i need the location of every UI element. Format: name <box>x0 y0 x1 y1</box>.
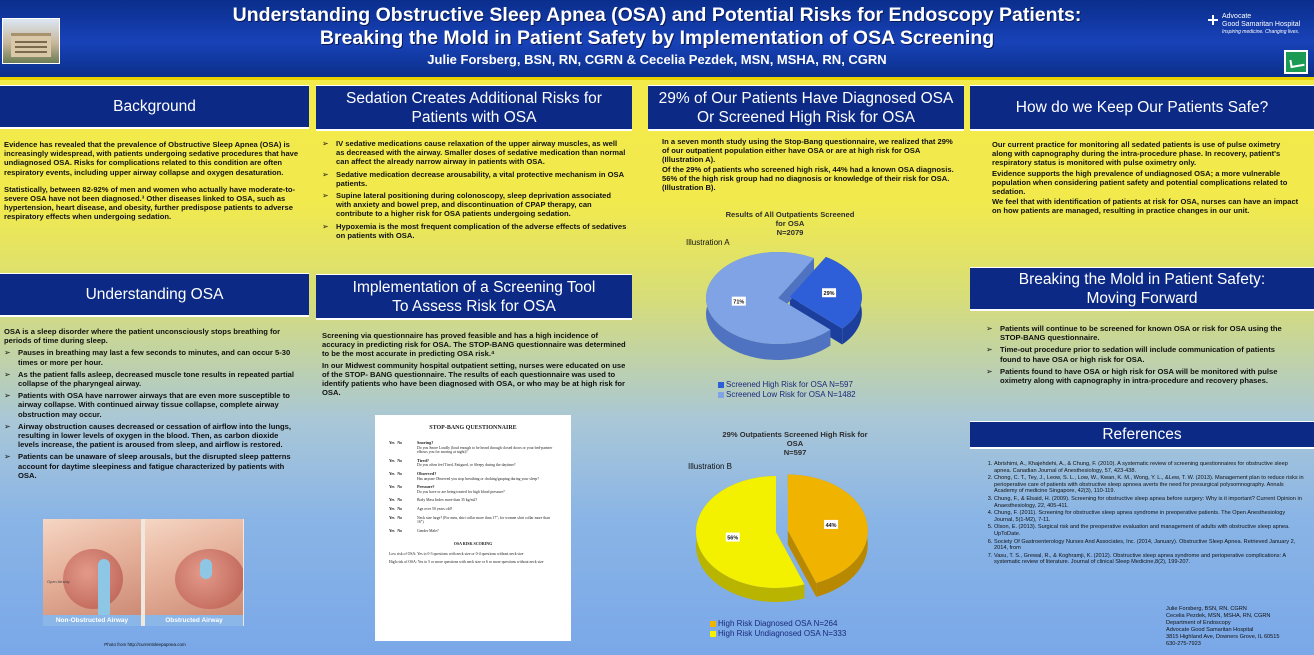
references-heading-text: References <box>1102 426 1182 443</box>
chart-a-title-text: Results of All Outpatients Screened for OSA <box>725 210 855 228</box>
question-text: Gender Male? <box>417 528 439 533</box>
understanding-intro: OSA is a sleep disorder where the patient unconsciously stops breathing for periods of time during sleep. <box>4 327 281 346</box>
poster-title-block <box>90 4 1224 68</box>
questionnaire-questions <box>389 441 557 533</box>
results-heading <box>648 85 964 131</box>
no-option: No <box>397 471 402 476</box>
sedation-bullet-list <box>322 139 627 240</box>
yes-no-options <box>389 529 417 534</box>
question-title: Tired? <box>417 457 429 463</box>
sedation-section <box>322 139 627 243</box>
question-text: Neck size large? (For men, shirt collar more than 17"; for women shirt collar more than 16") <box>417 515 550 525</box>
legend-label: High Risk Diagnosed OSA N=264 <box>718 619 838 628</box>
contact-line: Department of Endoscopy <box>1166 619 1231 626</box>
chart-b-legend <box>710 619 940 639</box>
results-heading-line-1: 29% of Our Patients Have Diagnosed OSA <box>658 89 954 107</box>
legend-label: Screened High Risk for OSA N=597 <box>726 380 853 389</box>
list-item: ➢ Pauses in breathing may last a few seconds to minutes, and can occur 5-30 times or more per hour. <box>4 348 300 366</box>
no-option: No <box>397 528 402 533</box>
illustration-a-label: Illustration A <box>686 238 730 247</box>
contact-line: Cecelia Pezdek, MSN, MSHA, RN, CGRN <box>1166 612 1271 619</box>
safe-section <box>992 140 1300 224</box>
no-option: No <box>397 506 402 511</box>
reference-item: 6. Society Of Gastroenterology Nurses And Associates, Inc. (2014, January). Obstructive Sleep Apnea. Retrieved January 2, 2014, from <box>994 539 1306 552</box>
safe-paragraph-1: Our current practice for monitoring all sedated patients is use of pulse oximetry along with capnography during the intra-procedure phase. In recovery, patient's respiratory status is monitored with pulse oximetry only. <box>992 140 1281 168</box>
sedation-heading <box>316 85 632 131</box>
contact-line: Julie Forsberg, BSN, RN, CGRN <box>1166 606 1247 612</box>
chart-a-subtitle: N=2079 <box>776 228 804 237</box>
contact-line: 3815 Highland Ave, Downers Grove, IL 60515 <box>1166 633 1280 640</box>
references-heading <box>970 421 1314 449</box>
yes-no-options <box>389 498 417 503</box>
obstructed-airway-label: Obstructed Airway <box>145 615 243 626</box>
poster-title-line-2: Breaking the Mold in Patient Safety by Implementation of OSA Screening <box>319 27 995 49</box>
questionnaire-scoring-title: OSA RISK SCORING <box>453 541 493 547</box>
yes-option: Yes <box>389 471 395 476</box>
question-text: Do you have or are being treated for high blood pressure? <box>417 489 505 494</box>
reference-item: 2. Chong, C. T., Tey, J., Leow, S. L., Low, W., Kwan, K. M., Wong, Y. L., &Lew, T. W. (2013). Management plan to reduce risks in perioperative care of patients with obstructive sleep apnoea averts the need for presurgical polysomnography. Annals Academy of medicine Singapore, 42(3), 110-119. <box>994 475 1306 495</box>
poster-authors: Julie Forsberg, BSN, RN, CGRN & Cecelia Pezdek, MSN, MSHA, RN, CGRN <box>427 52 887 67</box>
no-option: No <box>397 458 402 463</box>
questionnaire-item <box>389 529 557 534</box>
reference-item: 1. Abrishimi, A., Khajehdehi, A., & Chung, F. (2010). A systematic review of screening questionnaires for obstructive sleep apnea. Canadian Journal of Anesthesiology, 57, 423-438. <box>994 461 1306 474</box>
chart-a-title <box>720 210 860 237</box>
background-section <box>4 140 306 230</box>
question-text-block <box>417 441 557 455</box>
data-label: 56% <box>727 535 739 542</box>
contact-line: 630-275-7923 <box>1166 640 1201 647</box>
safe-heading-text: How do we Keep Our Patients Safe? <box>1015 99 1269 116</box>
legend-swatch <box>710 621 716 627</box>
list-item: ➢ Patients with OSA have narrower airways that are even more susceptible to airway collapse. With continued airway tissue collapse, complete airway obstruction may occur. <box>4 391 300 419</box>
legend-item <box>718 380 948 390</box>
breaking-heading <box>970 267 1314 311</box>
logo-tagline: Inspiring medicine. Changing lives. <box>1222 29 1300 35</box>
stop-bang-questionnaire <box>375 415 571 641</box>
safe-paragraph-2: Evidence supports the high prevalence of undiagnosed OSA; a more vulnerable population when considering patient safety and potential complications related to sedation. <box>992 168 1288 197</box>
understanding-heading-text: Understanding OSA <box>85 286 224 303</box>
non-obstructed-airway-image <box>43 519 141 626</box>
yes-no-options <box>389 441 417 455</box>
no-option: No <box>397 441 402 445</box>
illustration-b-label: Illustration B <box>688 462 733 471</box>
list-item: ➢ Patients found to have OSA or high risk for OSA will be monitored with pulse oximetry along with capnography in intra-procedure and recovery phases. <box>986 367 1298 385</box>
yes-option: Yes <box>389 506 395 511</box>
non-obstructed-airway-label: Non-Obstructed Airway <box>43 615 141 626</box>
question-text-block <box>417 485 505 494</box>
list-item: ➢ Time-out procedure prior to sedation will include communication of patients found to have OSA or high risk for OSA. <box>986 345 1298 363</box>
yes-option: Yes <box>389 498 395 503</box>
background-heading <box>0 85 309 129</box>
questionnaire-item <box>389 441 557 455</box>
yes-no-options <box>389 459 417 468</box>
chart-b-title-text: 29% Outpatients Screened High Risk for OSA <box>722 430 868 448</box>
breaking-bullet-list <box>986 324 1298 385</box>
results-section <box>662 137 954 200</box>
airway-illustration <box>43 519 244 626</box>
understanding-section <box>4 327 300 483</box>
understanding-bullet-list <box>4 348 300 480</box>
background-paragraph-1: Evidence has revealed that the prevalence of Obstructive Sleep Apnea (OSA) is increasingly widespread, with patients undergoing sedative procedures that have undiagnosed OSA. Risks for complications related to this condition are often respiratory events, including upper airway collapse and oxygen desaturation. <box>4 140 299 177</box>
questionnaire-high-risk: High risk of OSA: Yes to 5 or more questions with neck size or 6 or more questions without neck size <box>389 559 544 564</box>
data-label: 44% <box>825 522 837 529</box>
safe-heading <box>970 85 1314 131</box>
list-item: ➢ As the patient falls asleep, decreased muscle tone results in repeated partial collapse of the pharyngeal airway. <box>4 370 300 388</box>
question-text-block <box>417 472 539 481</box>
breaking-heading-line-2: Moving Forward <box>1086 289 1198 307</box>
yes-option: Yes <box>389 485 395 490</box>
safe-paragraph-3: We feel that with identification of patients at risk for OSA, nurses can have an impact on how patients are managed, resulting in practice changes in our unit. <box>992 197 1299 216</box>
list-item: ➢ Sedative medication decrease arousability, a vital protective mechanism in OSA patients. <box>322 170 627 188</box>
question-text-block <box>417 516 557 525</box>
chart-a-pie <box>698 243 878 379</box>
references-section <box>976 461 1306 567</box>
question-text: Do you Snore Loudly (loud enough to be heard through closed doors or your bed-partner elbows you for snoring at night)? <box>417 445 553 455</box>
no-option: No <box>397 498 402 503</box>
questionnaire-item <box>389 516 557 525</box>
accreditation-badge-icon <box>1284 50 1308 74</box>
breaking-heading-line-1: Breaking the Mold in Patient Safety: <box>1018 270 1266 288</box>
question-text-block <box>417 507 452 512</box>
legend-label: High Risk Undiagnosed OSA N=333 <box>718 629 847 638</box>
questionnaire-item <box>389 472 557 481</box>
cross-icon <box>1208 15 1218 25</box>
reference-item: 5. Olson, E. (2013). Surgical risk and the preoperative evaluation and management of adults with obstructive sleep apnea. UpToDate. <box>994 524 1306 537</box>
question-title: Observed? <box>417 470 437 476</box>
data-label: 29% <box>823 291 835 298</box>
legend-label: Screened Low Risk for OSA N=1482 <box>726 390 856 399</box>
implementation-paragraph-1: Screening via questionnaire has proved feasible and has a high incidence of accuracy in predicting risk for OSA. The STOP-BANG questionnaire was determined to be the most accurate in predicting OSA risk.⁴ <box>322 331 626 359</box>
yes-no-options <box>389 472 417 481</box>
reference-item: 7. Vasu, T. S., Grewal, R., & Koghramji, K. (2012). Obstructive sleep apnea syndrome and perioperative complications: A systematic review of literature. Journal of clinical Sleep Medicine,8(2), 199-207. <box>994 553 1306 566</box>
reference-item: 3. Chung, F., & Elsaid, H. (2009). Screening for obstructive sleep apnea before surgery: Why is it important? Current Opinion in Anaesthesiology, 22, 405-411. <box>994 496 1306 509</box>
contact-line: Advocate Good Samaritan Hospital <box>1166 626 1254 633</box>
list-item: ➢ Patients can be unaware of sleep arousals, but the disrupted sleep patterns account for daytime sleepiness and fatigue characterized by patients with OSA. <box>4 452 300 480</box>
list-item: ➢ Patients will continue to be screened for known OSA or risk for OSA using the STOP-BANG questionnaire. <box>986 324 1298 342</box>
yes-option: Yes <box>389 515 395 520</box>
implementation-heading <box>316 274 632 320</box>
sedation-heading-line-1: Sedation Creates Additional Risks for <box>346 89 602 107</box>
reference-item: 4. Chung, F. (2011). Screening for obstructive sleep apnea syndrome in preoperative patients. The Open Anesthesiology Journal, 5(1-M2), 7-11. <box>994 510 1306 523</box>
no-option: No <box>397 485 402 490</box>
questionnaire-low-risk: Low risk of OSA: Yes to 0-3 questions with neck size or 0-4 questions without neck size <box>389 552 524 557</box>
question-text: Do you often feel Tired, Fatigued, or Sleepy during the daytime? <box>417 463 516 468</box>
implementation-heading-line-1: Implementation of a Screening Tool <box>352 278 596 296</box>
list-item: ➢ Airway obstruction causes decreased or cessation of airflow into the lungs, resulting in lower levels of oxygen in the blood. Then, as carbon dioxide levels increase, the patient is aroused from sleep, and airflow is restored. <box>4 422 300 450</box>
questionnaire-item <box>389 459 557 468</box>
airway-note: Open Airway <box>47 579 70 584</box>
yes-no-options <box>389 516 417 525</box>
question-text-block <box>417 529 439 534</box>
question-text: Has anyone Observed you stop breathing or choking/gasping during your sleep? <box>417 476 539 481</box>
background-paragraph-2: Statistically, between 82-92% of men and women who actually have moderate-to-severe OSA have not been diagnosed.³ Other diseases linked to OSA, such as hypertension, heart disease, and obesity, further predispose patients to adverse respiratory effects when undergoing sedation. <box>4 184 296 222</box>
logo-line-1: Advocate <box>1222 13 1252 20</box>
questionnaire-item <box>389 485 557 494</box>
question-text-block <box>417 498 477 503</box>
questionnaire-item <box>389 507 557 512</box>
sedation-heading-line-2: Patients with OSA <box>411 108 537 126</box>
results-paragraph-2: Of the 29% of patients who screened high risk, 44% had a known OSA diagnosis. 56% of the high risk group had no diagnosis or knowledge of their risk for OSA. (Illustration B). <box>662 164 954 193</box>
photo-credit: Photo from http://currentsleepapnea.com <box>104 642 186 647</box>
implementation-heading-line-2: To Assess Risk for OSA <box>392 297 556 315</box>
list-item: ➢ IV sedative medications cause relaxation of the upper airway muscles, as well as decreased with the airway. Smaller doses of sedative medication than normal can affect the already narrow airway in patients with OSA. <box>322 139 627 167</box>
logo-line-2: Good Samaritan Hospital <box>1222 21 1301 28</box>
yes-no-options <box>389 485 417 494</box>
contact-block <box>1166 606 1312 647</box>
results-paragraph-1: In a seven month study using the Stop-Bang questionnaire, we realized that 29% of our outpatient population either have OSA or are at high risk for OSA (Illustration A). <box>662 137 953 165</box>
list-item: ➢ Hypoxemia is the most frequent complication of the adverse effects of sedatives on patients with OSA. <box>322 222 627 240</box>
legend-item <box>710 619 940 629</box>
yes-option: Yes <box>389 441 395 445</box>
yes-no-options <box>389 507 417 512</box>
obstructed-airway-image <box>145 519 243 626</box>
yes-option: Yes <box>389 528 395 533</box>
question-title: Snoring? <box>417 440 434 445</box>
list-item: ➢ Supine lateral positioning during colonoscopy, sleep deprivation associated with anxiety and bowel prep, and discontinuation of CPAP therapy, can contribute to a higher risk for OSA patients undergoing sedation. <box>322 191 627 219</box>
hospital-building-image <box>2 18 60 64</box>
legend-item <box>710 629 940 639</box>
yes-option: Yes <box>389 458 395 463</box>
data-label: 71% <box>733 299 745 306</box>
question-text: Age over 50 years old? <box>417 506 453 511</box>
question-title: Pressure? <box>417 484 435 490</box>
poster-title-line-1: Understanding Obstructive Sleep Apnea (OSA) and Potential Risks for Endoscopy Patients: <box>232 4 1082 26</box>
breaking-section <box>986 324 1298 388</box>
understanding-heading <box>0 273 309 317</box>
legend-item <box>718 390 948 400</box>
question-text-block <box>417 459 516 468</box>
questionnaire-item <box>389 498 557 503</box>
background-heading-text: Background <box>113 98 196 115</box>
legend-swatch <box>718 382 724 388</box>
legend-swatch <box>718 392 724 398</box>
chart-a-legend <box>718 380 948 400</box>
no-option: No <box>397 515 402 520</box>
results-heading-line-2: Or Screened High Risk for OSA <box>697 108 915 126</box>
implementation-paragraph-2: In our Midwest community hospital outpatient setting, nurses were educated on use of the STOP- BANG questionnaire. The results of each questionnaire was used to identify patients who have been diagnosed with OSA, or who may be at high risk for OSA. <box>322 360 626 398</box>
chart-b-title <box>715 430 875 457</box>
questionnaire-title: STOP-BANG QUESTIONNAIRE <box>429 425 517 431</box>
legend-swatch <box>710 631 716 637</box>
question-text: Body Mass Index more than 35 kg/m2? <box>417 498 478 503</box>
chart-b-subtitle: N=597 <box>783 448 807 457</box>
implementation-section <box>322 331 628 405</box>
chart-b-pie <box>688 472 878 620</box>
references-list <box>976 461 1306 566</box>
